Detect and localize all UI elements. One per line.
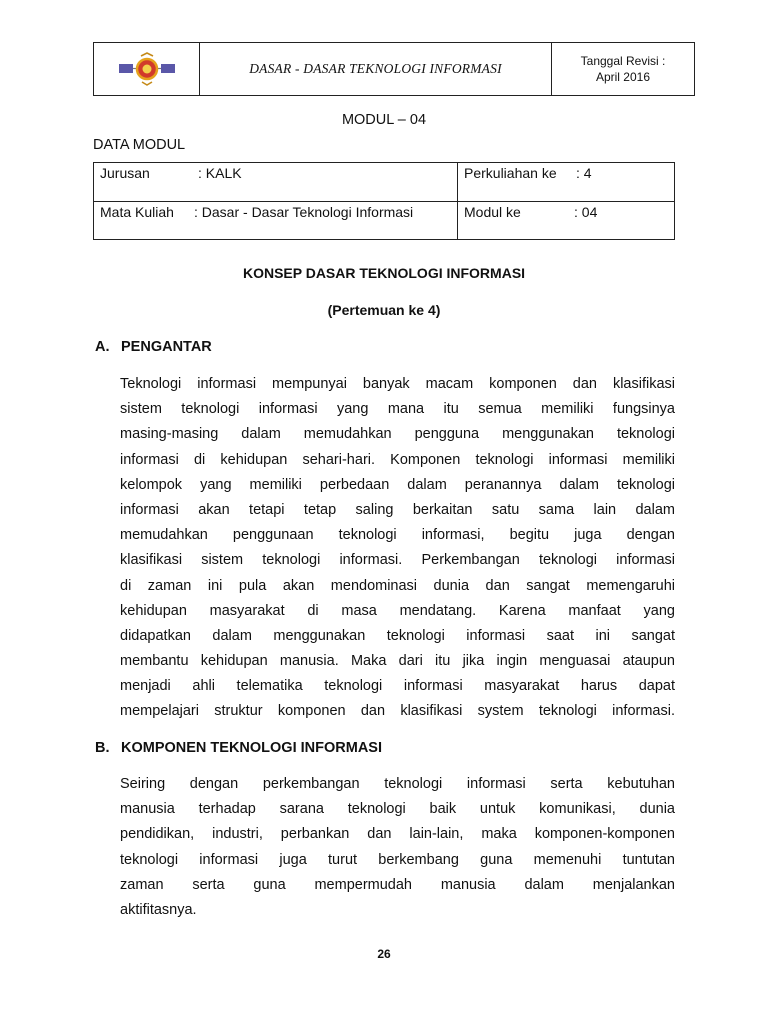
section-b-heading bbox=[95, 740, 382, 756]
section-a-paragraph bbox=[120, 372, 675, 725]
paragraph-line: Teknologi informasi mempunyai banyak macam komponen dan klasifikasi bbox=[120, 376, 675, 392]
perkuliahan-value: : 4 bbox=[576, 165, 592, 181]
paragraph-line: aktifitasnya. bbox=[120, 901, 197, 918]
section-a-heading bbox=[95, 339, 212, 355]
paragraph-line: klasifikasi sistem teknologi informasi. Perkembangan teknologi informasi bbox=[120, 552, 675, 569]
paragraph-line: kelompok yang memiliki perbedaan dalam peranannya dalam teknologi bbox=[120, 476, 675, 493]
paragraph-line: informasi akan tetapi tetap saling berkaitan satu sama lain dalam bbox=[120, 501, 675, 518]
header-title: DASAR - DASAR TEKNOLOGI INFORMASI bbox=[200, 43, 552, 95]
modulke-label: Modul ke bbox=[464, 204, 521, 220]
modulke-value: : 04 bbox=[574, 204, 598, 220]
section-title: KOMPONEN TEKNOLOGI INFORMASI bbox=[121, 740, 382, 756]
paragraph-line: sistem teknologi informasi yang mana itu semua memiliki fungsinya bbox=[120, 401, 675, 418]
page-number: 26 bbox=[377, 947, 391, 961]
paragraph-line: informasi di kehidupan sehari-hari. Komponen teknologi informasi memiliki bbox=[120, 451, 675, 468]
main-title: KONSEP DASAR TEKNOLOGI INFORMASI bbox=[242, 265, 526, 281]
matakuliah-value: : Dasar - Dasar Teknologi Informasi bbox=[194, 204, 414, 220]
paragraph-line: zaman serta guna mempermudah manusia dalam menjalankan bbox=[120, 876, 675, 893]
paragraph-line: didapatkan dalam menggunakan teknologi informasi saat ini sangat bbox=[120, 627, 675, 644]
jurusan-cell bbox=[94, 163, 458, 201]
jurusan-value: : KALK bbox=[198, 165, 242, 181]
paragraph-line: membantu kehidupan manusia. Maka dari itu jika ingin menguasai ataupun bbox=[120, 653, 675, 670]
paragraph-line: pendidikan, industri, perbankan dan lain-lain, maka komponen-komponen bbox=[120, 826, 675, 843]
jurusan-label: Jurusan bbox=[100, 165, 150, 181]
revision-label: Tanggal Revisi : bbox=[580, 54, 666, 68]
paragraph-line: memudahkan penggunaan teknologi informasi, begitu juga dengan bbox=[120, 527, 675, 544]
logo-cell bbox=[94, 43, 200, 95]
section-title: PENGANTAR bbox=[121, 339, 212, 355]
paragraph-line: menjadi ahli telematika teknologi informasi masyarakat harus dapat bbox=[120, 678, 675, 695]
paragraph-line: di zaman ini pula akan mendominasi dunia dan sangat memengaruhi bbox=[120, 577, 675, 594]
paragraph-line: teknologi informasi juga turut berkembang guna memenuhi tuntutan bbox=[120, 851, 675, 868]
revision-info bbox=[552, 43, 694, 95]
matakuliah-cell bbox=[94, 202, 458, 239]
perkuliahan-cell bbox=[458, 163, 674, 201]
subtitle: (Pertemuan ke 4) bbox=[327, 302, 441, 318]
paragraph-line: Seiring dengan perkembangan teknologi informasi serta kebutuhan bbox=[120, 776, 675, 792]
data-modul-label: DATA MODUL bbox=[93, 137, 186, 153]
data-modul-table bbox=[93, 162, 675, 240]
emblem-icon bbox=[117, 52, 177, 86]
section-b-paragraph bbox=[120, 772, 675, 923]
modulke-cell bbox=[458, 202, 674, 239]
perkuliahan-label: Perkuliahan ke bbox=[464, 165, 557, 181]
paragraph-line: kehidupan masyarakat di masa mendatang. Karena manfaat yang bbox=[120, 602, 675, 619]
section-number: B. bbox=[95, 740, 110, 756]
paragraph-line: manusia terhadap sarana teknologi baik untuk komunikasi, dunia bbox=[120, 801, 675, 818]
paragraph-line: masing-masing dalam memudahkan pengguna menggunakan teknologi bbox=[120, 426, 675, 443]
table-row bbox=[94, 201, 674, 239]
table-row bbox=[94, 163, 674, 201]
modul-title: MODUL – 04 bbox=[341, 112, 427, 128]
revision-date: April 2016 bbox=[595, 70, 651, 84]
section-number: A. bbox=[95, 339, 110, 355]
document-header bbox=[93, 42, 695, 96]
paragraph-line: mempelajari struktur komponen dan klasifikasi system teknologi informasi. bbox=[120, 703, 675, 720]
matakuliah-label: Mata Kuliah bbox=[100, 204, 174, 220]
